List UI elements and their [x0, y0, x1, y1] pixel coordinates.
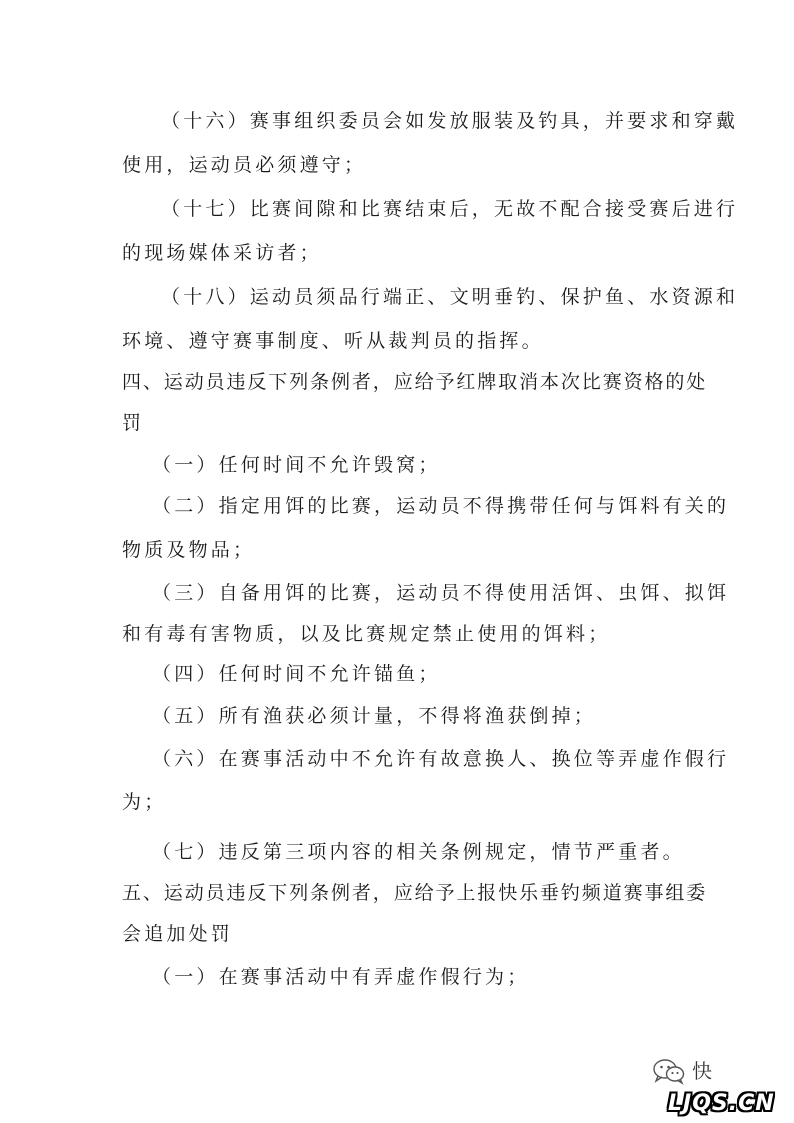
text-line: （五）所有渔获必须计量，不得将渔获倒掉；	[152, 705, 597, 727]
text-line: （十六）赛事组织委员会如发放服装及钓具，并要求和穿戴	[161, 110, 739, 132]
text-line: 为；	[122, 791, 167, 813]
text-line: 的现场媒体采访者；	[122, 242, 322, 264]
text-line: （一）任何时间不允许毁窝；	[152, 454, 441, 476]
text-line: 使用，运动员必须遵守；	[122, 154, 367, 176]
section-heading: 四、运动员违反下列条例者，应给予红牌取消本次比赛资格的处	[122, 371, 708, 393]
text-line: （一）在赛事活动中有弄虚作假行为；	[152, 966, 530, 988]
text-line: （十八）运动员须品行端正、文明垂钓、保护鱼、水资源和	[161, 286, 739, 308]
text-line: （三）自备用饵的比赛，运动员不得使用活饵、虫饵、拟饵	[152, 582, 730, 604]
text-line: （四）任何时间不允许锚鱼；	[152, 663, 441, 685]
text-line: 会追加处罚	[122, 923, 234, 945]
text-line: 和有毒有害物质，以及比赛规定禁止使用的饵料；	[122, 623, 611, 645]
text-line: （十七）比赛间隙和比赛结束后，无故不配合接受赛后进行	[161, 198, 739, 220]
text-line: （二）指定用饵的比赛，运动员不得携带任何与饵料有关的	[152, 495, 730, 517]
text-line: （七）违反第三项内容的相关条例规定，情节严重者。	[152, 841, 685, 863]
text-line: 罚	[122, 412, 145, 434]
text-line: 环境、遵守赛事制度、听从裁判员的指挥。	[122, 330, 544, 352]
wechat-icon	[652, 1057, 686, 1085]
text-line: 物质及物品；	[122, 539, 256, 561]
text-line: （六）在赛事活动中不允许有故意换人、换位等弄虚作假行	[152, 748, 730, 770]
watermark-char: 快	[692, 1059, 712, 1083]
site-watermark	[634, 1053, 794, 1123]
watermark-logo: LJQS.CN	[668, 1091, 775, 1116]
section-heading: 五、运动员违反下列条例者，应给予上报快乐垂钓频道赛事组委	[122, 882, 708, 904]
